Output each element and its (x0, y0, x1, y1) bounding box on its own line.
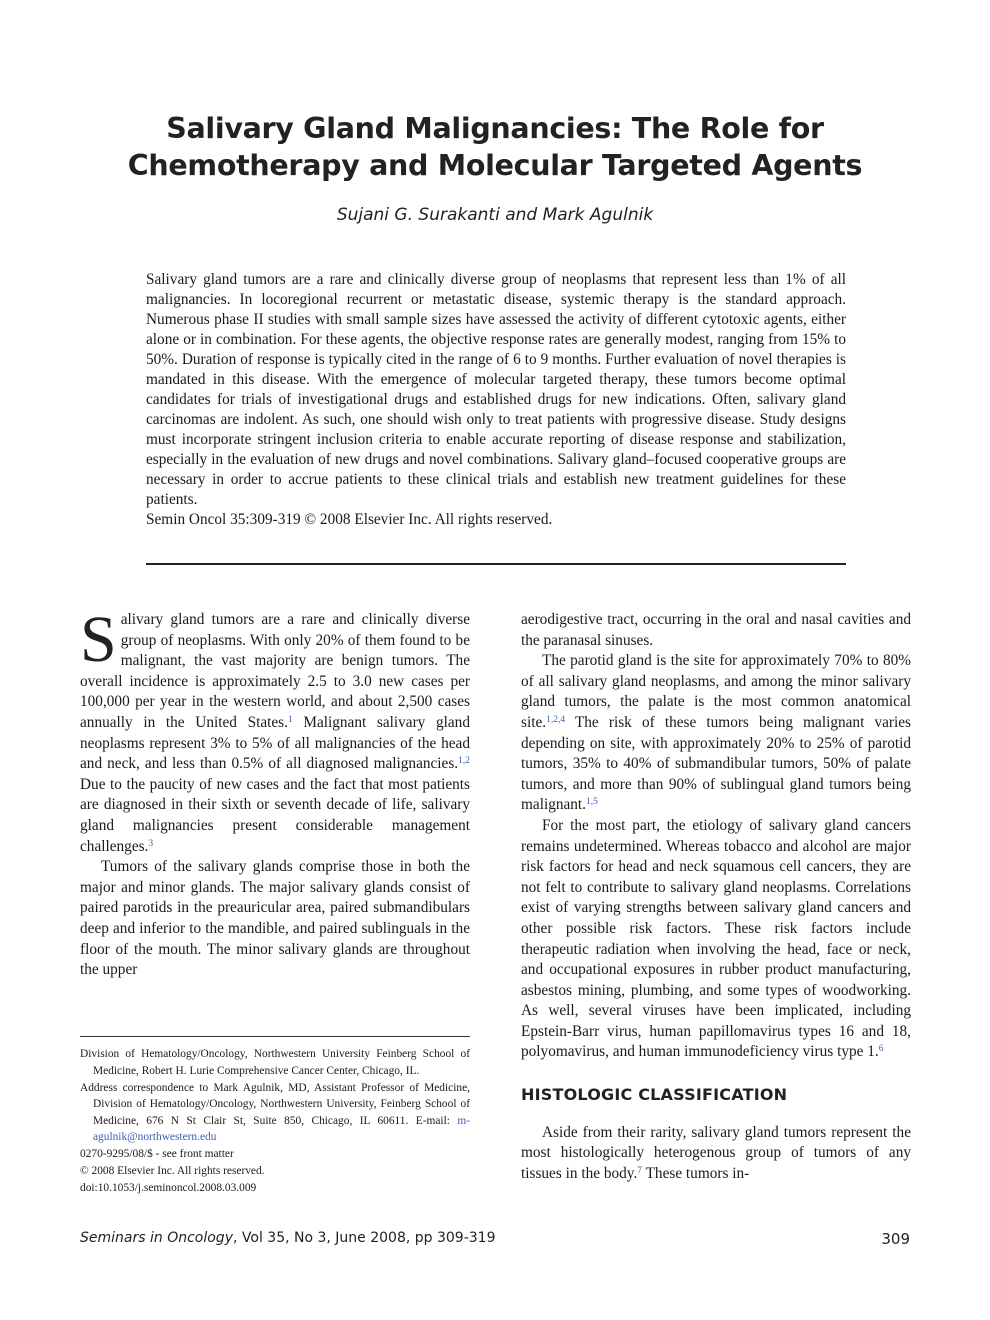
intro-text-3: Due to the paucity of new cases and the fact that most patients are diagnosed in their sixth or seventh decade of life, salivary gland malignancies present considerable management challenges. (80, 775, 470, 855)
abstract-citation: Semin Oncol 35:309-319 © 2008 Elsevier Inc. All rights reserved. (146, 511, 553, 528)
histology-text-1: Aside from their rarity, salivary gland tumors represent the most histologically heterogenous group of tumors of any tissues in the body. (521, 1123, 911, 1182)
abstract-bottom-rule (146, 563, 846, 565)
address-note (80, 1080, 470, 1146)
article-title (80, 110, 910, 184)
right-column (521, 610, 911, 1184)
footnotes (80, 1046, 470, 1197)
title-line-2: Chemotherapy and Molecular Targeted Agents (127, 149, 863, 182)
drop-cap: S (80, 603, 117, 676)
ref-1-5[interactable]: 1,5 (586, 797, 598, 808)
ref-1-2-4[interactable]: 1,2,4 (546, 714, 566, 725)
etiology-text: For the most part, the etiology of salivary gland cancers remains undetermined. Whereas tobacco and alcohol are major risk factors for head and neck squamous cell cancers, they are not felt to contribute to salivary gland neoplasms. Correlations exist of varying strengths between salivary gland cancers and other possible risk factors. These risk factors include therapeutic radiation when involving the head, face or neck, and occupational exposures in rubber product manufacturing, asbestos mining, plumbing, and some types of woodworking. As well, several viruses have been implicated, including Epstein-Barr virus, human papillomavirus types 16 and 18, polyomavirus, and human immunodeficiency virus type 1. (521, 816, 911, 1061)
issn-note: 0270-9295/08/$ - see front matter (80, 1148, 234, 1160)
ref-6[interactable]: 6 (878, 1044, 884, 1055)
histology-text-2: These tumors in- (642, 1164, 750, 1182)
page-number: 309 (881, 1230, 910, 1248)
email-link[interactable]: m-agulnik@northwestern.edu (93, 1114, 470, 1143)
address-text: Address correspondence to Mark Agulnik, MD, Assistant Professor of Medicine, Division of Hematology/Oncology, Northwestern University, Feinberg School of Medicine, 676 N St Clair St, Suite 850, Chicago, IL 60611. E-mail: (80, 1081, 470, 1127)
left-column (80, 603, 470, 981)
authors: Sujani G. Surakanti and Mark Agulnik (336, 205, 654, 225)
journal-name: Seminars in Oncology (80, 1230, 233, 1246)
footnote-rule (80, 1036, 470, 1037)
histology-paragraph (521, 1123, 911, 1185)
ref-3[interactable]: 3 (148, 838, 154, 849)
intro-text-1: alivary gland tumors are a rare and clinically diverse group of neoplasms. With only 20% of them found to be malignant, the vast majority are benign tumors. The overall incidence is approximately 2.5 to 3.0 new cases per 100,000 per year in the western world, and about 2,500 cases annually in the United States. (80, 611, 470, 731)
affiliation-note: Division of Hematology/Oncology, Northwestern University Feinberg School of Medicine, Robert H. Lurie Comprehensive Cancer Center, Chicago, IL. (80, 1048, 470, 1077)
journal-details: , Vol 35, No 3, June 2008, pp 309-319 (232, 1230, 496, 1246)
parotid-text-1: The parotid gland is the site for approximately 70% to 80% of all salivary gland neoplasms, and among the minor salivary gland tumors, the palate is the most common anatomical site. (521, 652, 911, 731)
parotid-paragraph (521, 651, 911, 816)
page-footer (80, 1230, 910, 1246)
abstract-text: Salivary gland tumors are a rare and clinically diverse group of neoplasms that represent less than 1% of all malignancies. In locoregional recurrent or metastatic disease, systemic therapy is the standard approach. Numerous phase II studies with small sample sizes have assessed the activity of different cytotoxic agents, either alone or in combination. For these agents, the objective response rates are generally modest, ranging from 15% to 50%. Duration of response is typically cited in the range of 6 to 9 months. Further evaluation of novel therapies is mandated in this disease. With the emergence of molecular targeted therapy, these tumors become optimal candidates for trials of investigational drugs and established drugs for new indications. Often, salivary gland carcinomas are indolent. As such, one should wish only to treat patients with progressive disease. Study designs must incorporate stringent inclusion criteria to enable accurate reporting of disease response and stabilization, especially in the evaluation of new drugs and novel combinations. Salivary gland–focused cooperative groups are necessary in order to accrue patients to these clinical trials and establish new treatment guidelines for these patients. (146, 271, 846, 508)
glands-paragraph-continued: aerodigestive tract, occurring in the oral and nasal cavities and the paranasal sinuses. (521, 611, 911, 649)
ref-1-2[interactable]: 1,2 (458, 756, 470, 767)
intro-paragraph (80, 603, 470, 857)
title-line-1: Salivary Gland Malignancies: The Role for (166, 112, 824, 145)
ref-7[interactable]: 7 (637, 1165, 643, 1176)
section-heading: HISTOLOGIC CLASSIFICATION (521, 1085, 788, 1105)
ref-1[interactable]: 1 (287, 714, 293, 725)
glands-paragraph: Tumors of the salivary glands comprise those in both the major and minor glands. The major salivary glands consist of paired parotids in the preauricular area, paired submandibulars deep and inferior to the mandible, and paired sublinguals in the floor of the mouth. The minor salivary glands are throughout the upper (80, 858, 470, 979)
intro-text-2: Malignant salivary gland neoplasms represent 3% to 5% of all malignancies of the head and neck, and less than 0.5% of all diagnosed malignancies. (80, 713, 470, 773)
abstract (146, 270, 846, 530)
etiology-paragraph (521, 816, 911, 1063)
copyright-note: © 2008 Elsevier Inc. All rights reserved. (80, 1165, 265, 1177)
parotid-text-2: The risk of these tumors being malignant varies depending on site, with approximately 20% to 25% of parotid tumors, 35% to 40% of submandibular tumors, 50% of palate tumors, and more than 90% of sublingual gland tumors being malignant. (521, 713, 911, 814)
doi-note: doi:10.1053/j.seminoncol.2008.03.009 (80, 1182, 257, 1194)
